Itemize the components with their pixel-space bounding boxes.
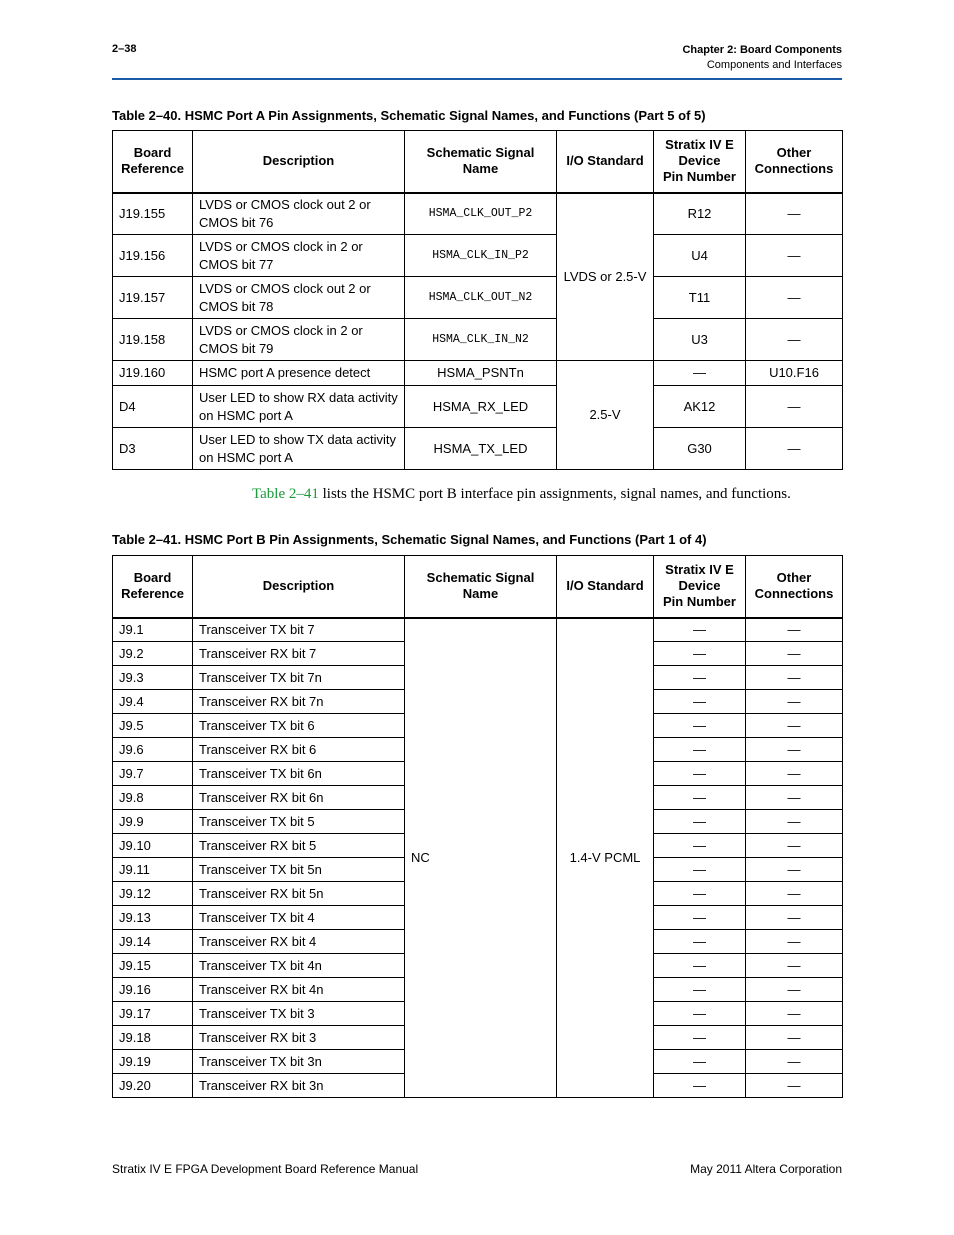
table-row [113,361,843,386]
other-connections: — [746,786,843,810]
board-reference: J19.158 [113,319,193,361]
description: Transceiver TX bit 5 [193,810,405,834]
board-reference: J19.157 [113,277,193,319]
schematic-signal: HSMA_CLK_IN_N2 [405,319,557,361]
board-reference: J9.16 [113,978,193,1002]
pin-number: — [654,762,746,786]
other-connections: — [746,277,843,319]
io-standard: 2.5-V [557,361,654,470]
schematic-signal: HSMA_PSNTn [405,361,557,386]
intro-text: lists the HSMC port B interface pin assignments, signal names, and functions. [318,486,791,502]
description: LVDS or CMOS clock out 2 or CMOS bit 76 [193,193,405,235]
board-reference: J9.19 [113,1050,193,1074]
section-title: Components and Interfaces [706,59,842,71]
column-header: Board Reference [113,556,193,618]
pin-number: — [654,1026,746,1050]
board-reference: J9.14 [113,930,193,954]
other-connections: — [746,930,843,954]
pin-number: — [654,1002,746,1026]
schematic-signal: HSMA_RX_LED [405,386,557,428]
other-connections: — [746,714,843,738]
board-reference: J9.13 [113,906,193,930]
description: Transceiver RX bit 5 [193,834,405,858]
pin-number: — [654,978,746,1002]
table-row [113,618,843,642]
schematic-signal: NC [405,618,557,1098]
description: Transceiver TX bit 3 [193,1002,405,1026]
description: Transceiver TX bit 4 [193,906,405,930]
board-reference: J9.4 [113,690,193,714]
board-reference: J9.10 [113,834,193,858]
board-reference: J9.17 [113,1002,193,1026]
pin-number: — [654,834,746,858]
description: HSMC port A presence detect [193,361,405,386]
page-number: 2–38 [112,43,137,55]
footer-date-company: May 2011 Altera Corporation [690,1162,842,1176]
pin-number: — [654,906,746,930]
column-header: Stratix IV E Device Pin Number [654,131,746,193]
other-connections: — [746,738,843,762]
table-2-40-caption: Table 2–40. HSMC Port A Pin Assignments, Schematic Signal Names, and Functions (Part 5 of 5) [112,108,706,123]
board-reference: J19.156 [113,235,193,277]
io-standard: LVDS or 2.5-V [557,193,654,361]
description: User LED to show RX data activity on HSMC port A [193,386,405,428]
other-connections: — [746,954,843,978]
pin-number: U3 [654,319,746,361]
description: Transceiver TX bit 7 [193,618,405,642]
pin-number: R12 [654,193,746,235]
description: LVDS or CMOS clock in 2 or CMOS bit 77 [193,235,405,277]
footer-manual-title: Stratix IV E FPGA Development Board Reference Manual [112,1162,419,1176]
board-reference: D4 [113,386,193,428]
pin-number: — [654,618,746,642]
other-connections: — [746,834,843,858]
column-header: Other Connections [746,131,843,193]
table-row [113,277,843,319]
pin-number: T11 [654,277,746,319]
pin-number: AK12 [654,386,746,428]
other-connections: — [746,642,843,666]
board-reference: J9.1 [113,618,193,642]
description: Transceiver TX bit 6 [193,714,405,738]
description: LVDS or CMOS clock in 2 or CMOS bit 79 [193,319,405,361]
column-header: Schematic Signal Name [405,556,557,618]
description: Transceiver RX bit 5n [193,882,405,906]
pin-number: — [654,930,746,954]
description: User LED to show TX data activity on HSMC port A [193,428,405,470]
column-header: I/O Standard [557,131,654,193]
chapter-title: Chapter 2: Board Components [682,44,842,56]
table-row [113,235,843,277]
pin-number: — [654,1074,746,1098]
board-reference: J9.20 [113,1074,193,1098]
description: LVDS or CMOS clock out 2 or CMOS bit 78 [193,277,405,319]
running-header [682,43,842,73]
pin-number: — [654,786,746,810]
description: Transceiver TX bit 3n [193,1050,405,1074]
column-header: Other Connections [746,556,843,618]
board-reference: J9.6 [113,738,193,762]
other-connections: — [746,810,843,834]
pin-number: — [654,738,746,762]
table-2-41 [112,555,843,1098]
pin-number: G30 [654,428,746,470]
description: Transceiver RX bit 3 [193,1026,405,1050]
description: Transceiver RX bit 4n [193,978,405,1002]
description: Transceiver RX bit 3n [193,1074,405,1098]
other-connections: — [746,690,843,714]
other-connections: — [746,1050,843,1074]
intro-paragraph [252,485,812,504]
pin-number: — [654,858,746,882]
column-header: Description [193,556,405,618]
board-reference: D3 [113,428,193,470]
table-2-40 [112,130,843,470]
table-row [113,319,843,361]
pin-number: — [654,810,746,834]
pin-number: — [654,361,746,386]
schematic-signal: HSMA_CLK_OUT_N2 [405,277,557,319]
schematic-signal: HSMA_TX_LED [405,428,557,470]
other-connections: — [746,428,843,470]
other-connections: — [746,1074,843,1098]
board-reference: J9.8 [113,786,193,810]
description: Transceiver RX bit 7n [193,690,405,714]
column-header: I/O Standard [557,556,654,618]
board-reference: J9.2 [113,642,193,666]
table-row [113,193,843,235]
pin-number: — [654,882,746,906]
header-rule [112,78,842,80]
other-connections: — [746,858,843,882]
pin-number: — [654,954,746,978]
board-reference: J9.9 [113,810,193,834]
description: Transceiver TX bit 5n [193,858,405,882]
description: Transceiver TX bit 7n [193,666,405,690]
other-connections: — [746,762,843,786]
schematic-signal: HSMA_CLK_IN_P2 [405,235,557,277]
column-header: Board Reference [113,131,193,193]
other-connections: — [746,906,843,930]
io-standard: 1.4-V PCML [557,618,654,1098]
other-connections: — [746,386,843,428]
pin-number: — [654,714,746,738]
board-reference: J9.15 [113,954,193,978]
board-reference: J9.18 [113,1026,193,1050]
table-2-41-caption: Table 2–41. HSMC Port B Pin Assignments, Schematic Signal Names, and Functions (Part 1 of 4) [112,532,707,547]
description: Transceiver RX bit 7 [193,642,405,666]
pin-number: — [654,1050,746,1074]
board-reference: J9.7 [113,762,193,786]
other-connections: — [746,1002,843,1026]
board-reference: J9.3 [113,666,193,690]
description: Transceiver RX bit 4 [193,930,405,954]
other-connections: — [746,235,843,277]
description: Transceiver TX bit 4n [193,954,405,978]
board-reference: J9.12 [113,882,193,906]
description: Transceiver RX bit 6 [193,738,405,762]
schematic-signal: HSMA_CLK_OUT_P2 [405,193,557,235]
board-reference: J9.5 [113,714,193,738]
other-connections: U10.F16 [746,361,843,386]
pin-number: — [654,642,746,666]
pin-number: — [654,690,746,714]
other-connections: — [746,319,843,361]
board-reference: J19.160 [113,361,193,386]
table-row [113,428,843,470]
other-connections: — [746,618,843,642]
other-connections: — [746,882,843,906]
column-header: Description [193,131,405,193]
column-header: Stratix IV E Device Pin Number [654,556,746,618]
pin-number: U4 [654,235,746,277]
other-connections: — [746,1026,843,1050]
table-2-41-link[interactable]: Table 2–41 [252,486,319,502]
board-reference: J9.11 [113,858,193,882]
other-connections: — [746,978,843,1002]
pin-number: — [654,666,746,690]
column-header: Schematic Signal Name [405,131,557,193]
description: Transceiver TX bit 6n [193,762,405,786]
board-reference: J19.155 [113,193,193,235]
other-connections: — [746,666,843,690]
table-row [113,386,843,428]
other-connections: — [746,193,843,235]
description: Transceiver RX bit 6n [193,786,405,810]
